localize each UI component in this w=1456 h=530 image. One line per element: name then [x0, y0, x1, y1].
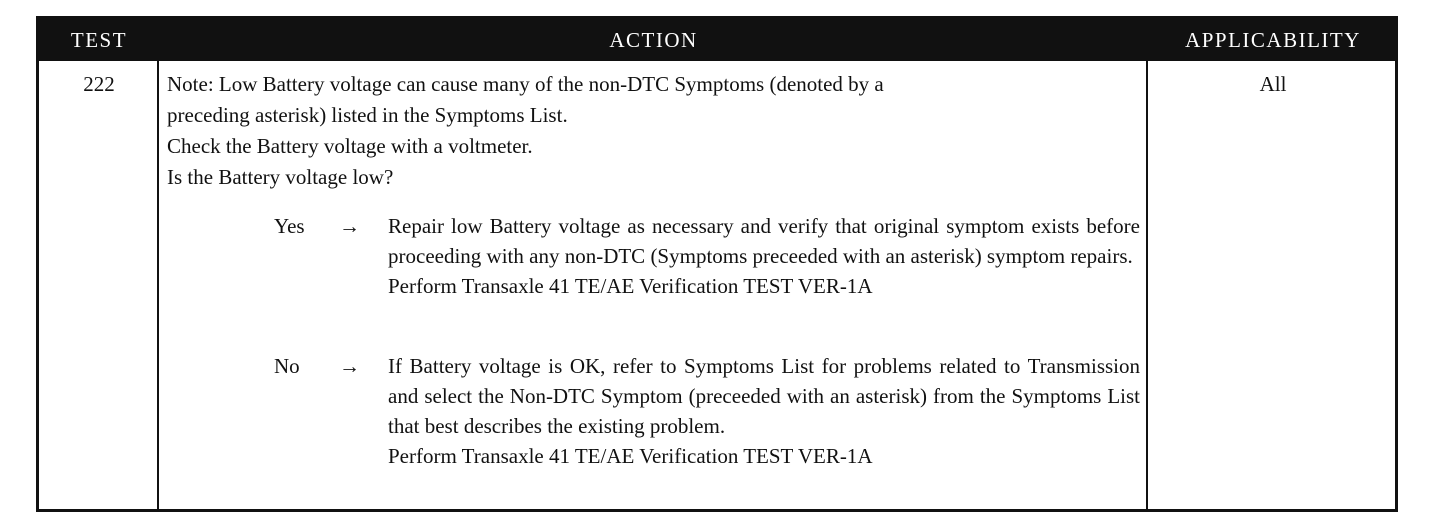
no-label: No: [274, 354, 300, 378]
note-line: preceding asterisk) listed in the Symptoms List.: [167, 103, 568, 127]
applicability-value: All: [1259, 72, 1287, 96]
no-perform-test: Perform Transaxle 41 TE/AE Verification TEST VER-1A: [388, 444, 873, 468]
yes-branch: [39, 211, 1148, 361]
question: Is the Battery voltage low?: [167, 165, 394, 189]
yes-label: Yes: [274, 214, 305, 238]
diagnostic-test-table: [36, 16, 1398, 512]
no-description: If Battery voltage is OK, refer to Symptoms List for problems related to Transmission and select the Non-DTC Symptom (preceeded with an asterisk) from the Symptoms List that best describes the existing problem.: [388, 354, 1140, 438]
header-test: TEST: [70, 28, 128, 52]
yes-perform-test: Perform Transaxle 41 TE/AE Verification TEST VER-1A: [388, 274, 873, 298]
action-instructions: [167, 69, 1139, 193]
no-branch: [39, 351, 1148, 501]
yes-description: Repair low Battery voltage as necessary and verify that original symptom exists before proceeding with any non-DTC (Symptoms preceeded with an asterisk) symptom repairs.: [388, 214, 1140, 268]
yes-action-text: [388, 211, 1140, 301]
header-action: ACTION: [609, 28, 698, 52]
note-line: Note: Low Battery voltage can cause many of the non-DTC Symptoms (denoted by a: [167, 72, 884, 96]
test-number: 222: [83, 72, 115, 96]
header-applicability: APPLICABILITY: [1185, 28, 1361, 52]
arrow-icon: →: [339, 214, 360, 238]
table-header: [39, 19, 1395, 61]
no-action-text: [388, 351, 1140, 471]
arrow-icon: →: [339, 354, 360, 378]
check-instruction: Check the Battery voltage with a voltmeter.: [167, 134, 533, 158]
